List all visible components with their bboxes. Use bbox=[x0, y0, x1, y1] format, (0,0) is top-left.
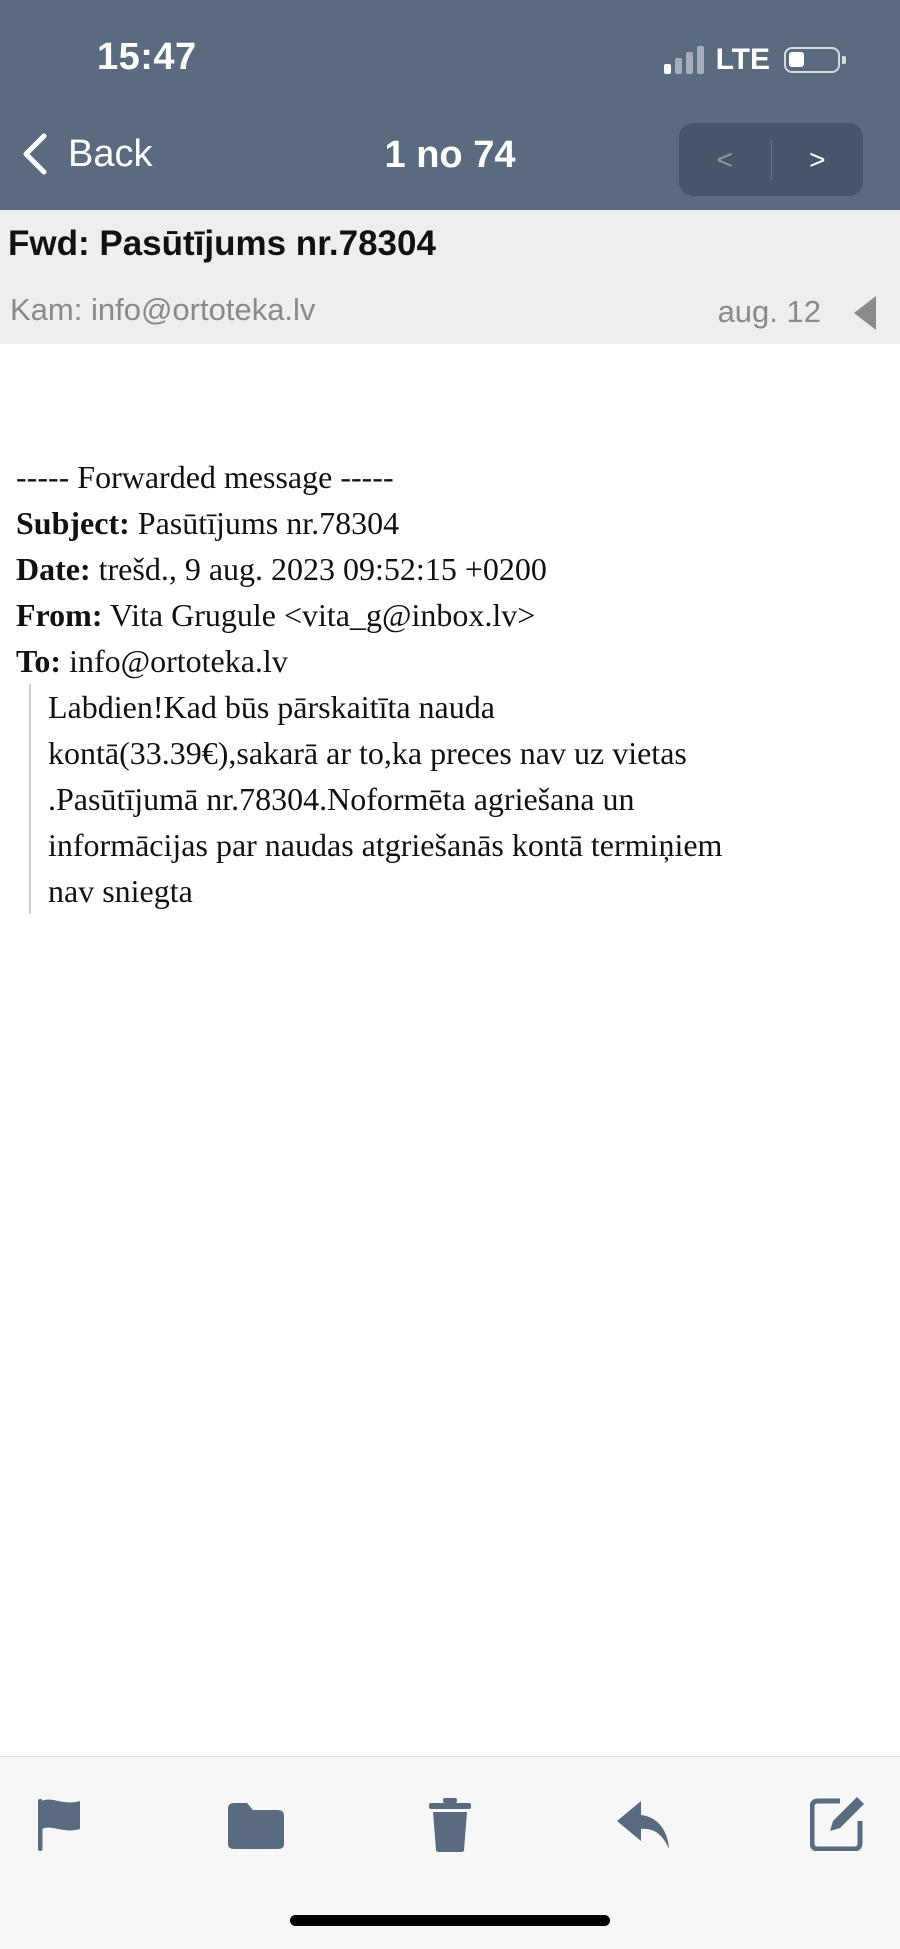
message-header bbox=[0, 210, 900, 344]
navigation-bar bbox=[0, 0, 900, 210]
folder-icon[interactable] bbox=[226, 1801, 286, 1851]
back-label: Back bbox=[68, 132, 153, 175]
quoted-line: .Pasūtījumā nr.78304.Noformēta agriešana un bbox=[48, 781, 635, 817]
message-pager bbox=[679, 123, 863, 196]
message-counter: 1 no 74 bbox=[384, 134, 516, 176]
status-time: 15:47 bbox=[97, 36, 197, 78]
trash-icon[interactable] bbox=[428, 1797, 472, 1853]
reply-icon[interactable] bbox=[615, 1799, 671, 1851]
status-indicators bbox=[664, 42, 840, 78]
quoted-text bbox=[29, 684, 868, 914]
quoted-line: kontā(33.39€),sakarā ar to,ka preces nav uz vietas bbox=[48, 735, 687, 771]
forwarded-banner: ----- Forwarded message ----- bbox=[16, 459, 394, 495]
cellular-signal-icon bbox=[664, 46, 704, 74]
forwarded-subject: Subject: Pasūtījums nr.78304 bbox=[16, 505, 400, 541]
quoted-line: Labdien!Kad būs pārskaitīta nauda bbox=[48, 689, 495, 725]
quoted-line: nav sniegta bbox=[48, 873, 193, 909]
message-subject: Fwd: Pasūtījums nr.78304 bbox=[8, 224, 436, 263]
forwarded-date: Date: trešd., 9 aug. 2023 09:52:15 +0200 bbox=[16, 551, 547, 587]
next-message-button[interactable]: > bbox=[809, 143, 826, 175]
network-type: LTE bbox=[715, 43, 770, 76]
quoted-line: informācijas par naudas atgriešanās kontā termiņiem bbox=[48, 827, 723, 863]
message-body bbox=[16, 454, 884, 914]
message-recipient: Kam: info@ortoteka.lv bbox=[10, 292, 316, 327]
message-date: aug. 12 bbox=[717, 294, 821, 329]
compose-icon[interactable] bbox=[810, 1795, 866, 1851]
flag-icon[interactable] bbox=[36, 1797, 82, 1853]
forwarded-from: From: Vita Grugule <vita_g@inbox.lv> bbox=[16, 597, 536, 633]
forwarded-to: To: info@ortoteka.lv bbox=[16, 643, 288, 679]
previous-message-button[interactable]: < bbox=[716, 143, 733, 175]
home-indicator[interactable] bbox=[290, 1915, 610, 1926]
expand-details-icon[interactable] bbox=[852, 294, 878, 332]
battery-icon bbox=[784, 47, 840, 73]
